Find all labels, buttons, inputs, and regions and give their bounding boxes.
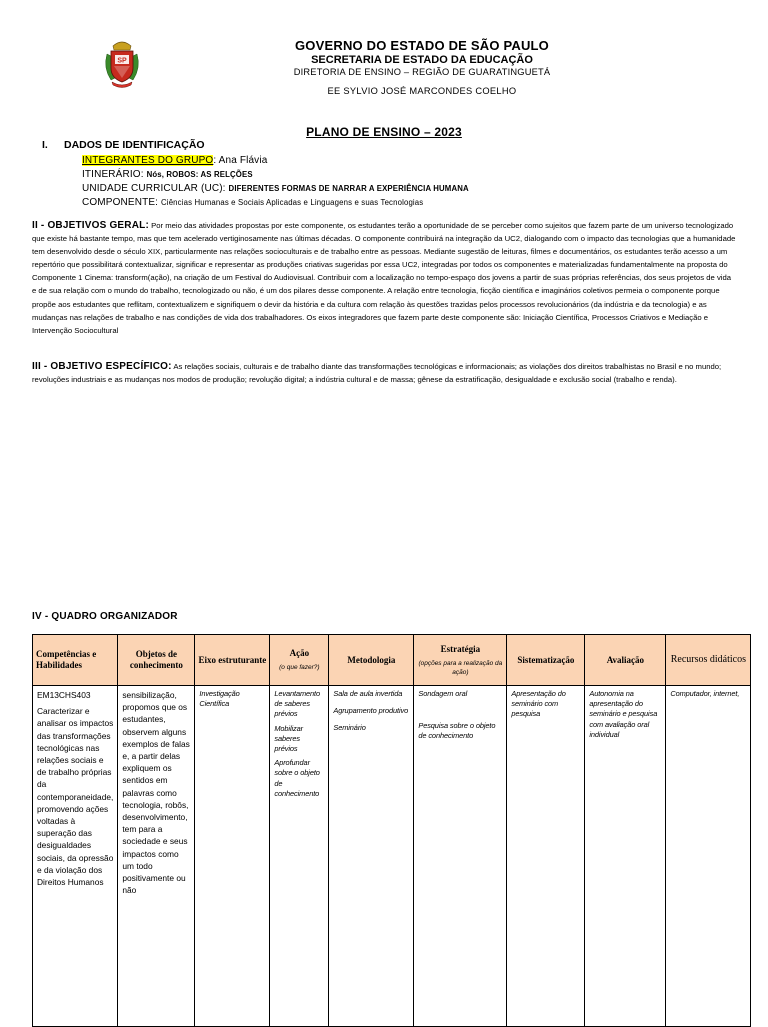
- component-label: COMPONENTE:: [82, 197, 162, 208]
- objectives-specific-text: As relações sociais, culturais e de trabalho diante das transformações tecnológicas e informacionais; as violações dos direitos trabalhistas no Brasil e no mundo; revoluções industriais e as mudanças nos modos de produção; revolução digital; a indústria cultural e de massa; gênese da estratificação, desigualdade e exclusão social (trabalho e renda).: [32, 362, 722, 385]
- table-row: [33, 686, 751, 1027]
- column-header-competencias: Competências e Habilidades: [33, 635, 118, 686]
- group-row: [82, 155, 267, 166]
- cell-metodologia: [329, 686, 414, 1027]
- organizer-heading: IV - QUADRO ORGANIZADOR: [32, 611, 178, 622]
- metodologia-item: Agrupamento produtivo: [333, 706, 409, 716]
- header-directorate: DIRETORIA DE ENSINO – REGIÃO DE GUARATINGUETÁ: [293, 67, 551, 77]
- eixo-text: Investigação Científica: [199, 689, 240, 709]
- acao-item: Aprofundar sobre o objeto de conhecimento: [274, 758, 320, 798]
- cell-objetos: [118, 686, 195, 1027]
- header-school: EE SYLVIO JOSÉ MARCONDES COELHO: [327, 86, 517, 96]
- cell-estrategia: [414, 686, 507, 1027]
- header-government: GOVERNO DO ESTADO DE SÃO PAULO: [295, 38, 549, 53]
- avaliacao-text: Autonomia na apresentação do seminário e pesquisa com avaliação oral individual: [589, 689, 658, 739]
- identification-number: I.: [42, 139, 48, 151]
- itinerary-row: [82, 169, 253, 180]
- unit-row: [82, 183, 469, 194]
- objectives-general: [32, 219, 736, 337]
- page-title: PLANO DE ENSINO – 2023: [306, 125, 462, 139]
- column-header-estrategia: [414, 635, 507, 686]
- unit-value: DIFERENTES FORMAS DE NARRAR A EXPERIÊNCIA HUMANA: [228, 184, 469, 193]
- column-header-estrategia-title: Estratégia: [440, 643, 481, 654]
- header-secretariat: SECRETARIA DE ESTADO DA EDUCAÇÃO: [311, 54, 533, 66]
- column-header-sistematizacao: Sistematização: [507, 635, 585, 686]
- cell-eixo: [195, 686, 270, 1027]
- cell-competencias: [33, 686, 118, 1027]
- identification-heading: [42, 139, 205, 151]
- objectives-general-lead: II - OBJETIVOS GERAL:: [32, 220, 149, 231]
- component-row: [82, 197, 423, 208]
- estrategia-item: Sondagem oral: [418, 689, 468, 698]
- cell-avaliacao: [585, 686, 666, 1027]
- column-header-objetos: Objetos de conhecimento: [118, 635, 195, 686]
- competencias-code: EM13CHS403: [37, 690, 91, 700]
- objetos-text: sensibilização, propomos que os estudantes, observem alguns exemplos de falas e, a partir delas expliquem os sentidos em palavras como tecnologia, robôs, desenvolvimento, tem para a sociedade e seus impactos como um todo positivamente ou não: [122, 690, 190, 896]
- objectives-specific-lead: III - OBJETIVO ESPECÍFICO:: [32, 361, 172, 372]
- group-value: : Ana Flávia: [213, 155, 268, 166]
- cell-recursos: [666, 686, 751, 1027]
- competencias-text: Caracterizar e analisar os impactos das transformações tecnológicas nas relações sociais e de trabalho próprias da contemporaneidade, promovendo ações voltadas à superação das desigualdades sociais, da opressão e da violação dos Direitos Humanos: [37, 706, 114, 888]
- crest-text: SP: [117, 57, 127, 65]
- component-value: Ciências Humanas e Sociais Aplicadas e Linguagens e suas Tecnologias: [161, 198, 424, 207]
- itinerary-value: Nós, ROBOS: AS RELÇÕES: [146, 170, 253, 179]
- column-header-avaliacao: Avaliação: [585, 635, 666, 686]
- sistematizacao-text: Apresentação do seminário com pesquisa: [511, 689, 566, 719]
- identification-heading-text: DADOS DE IDENTIFICAÇÃO: [64, 139, 205, 151]
- estrategia-item: Pesquisa sobre o objeto de conhecimento: [418, 721, 496, 741]
- recursos-text: Computador, internet,: [670, 689, 740, 698]
- column-header-eixo: Eixo estruturante: [195, 635, 270, 686]
- metodologia-item: Seminário: [333, 723, 366, 733]
- itinerary-label: ITINERÁRIO:: [82, 169, 147, 180]
- column-header-acao-subtitle: (o que fazer?): [279, 664, 320, 671]
- column-header-estrategia-subtitle: (opções para a realização da ação): [418, 659, 503, 676]
- acao-item: Mobilizar saberes prévios: [274, 723, 304, 754]
- column-header-acao-title: Ação: [289, 648, 310, 658]
- column-header-metodologia: Metodologia: [329, 635, 414, 686]
- cell-sistematizacao: [507, 686, 585, 1027]
- table-header-row: [33, 635, 751, 686]
- unit-label: UNIDADE CURRICULAR (UC):: [82, 183, 229, 194]
- objectives-specific: [32, 360, 736, 386]
- column-header-acao: [270, 635, 329, 686]
- metodologia-item: Sala de aula invertida: [333, 689, 403, 698]
- acao-item: Levantamento de saberes prévios: [274, 689, 321, 719]
- cell-acao: [270, 686, 329, 1027]
- group-label: INTEGRANTES DO GRUPO: [82, 155, 214, 166]
- column-header-recursos-text: Recursos didáticos: [670, 654, 746, 665]
- sao-paulo-coat-of-arms-icon: [103, 38, 141, 90]
- column-header-recursos: [666, 635, 751, 686]
- objectives-general-text: Por meio das atividades propostas por este componente, os estudantes terão a oportunidade de se perceber como sujeitos que fazem parte de um universo tecnologizado que existe há bastante tempo, mas que tem acelerado vertiginosamente nas últimas décadas. O componente contribuirá na integração da UC2, dialogando com o impacto das tecnologias que a humanidade tem desenvolvido desde o século XIX, particularmente nas relações socioculturais e de trabalho entre as pessoas. Mediante sugestão de leituras, filmes e documentários, os estudantes terão acesso a um repertório que possibilitará contextualizar, significar e representar as produções criativas sugeridas por essa UC2, integradas por todos os componentes e materializadas fundamentalmente na proposta do Componente 1 Cinema: transform(ação), na criação de um Festival do Audiovisual. Contribuir com a localização no tempo-espaço dos jovens a partir de suas próprias referências, dos seus projetos de vida e de sua relação com o mundo do trabalho, tecnologizado ou não, é um dos pilares desse componente. A relação entre tecnologia, ficção científica e imaginários coletivos permeia o componente porque propõe aos estudantes que reflitam, contextualizem e signifiquem o devir da história e da cultura com relação às questões trazidas pelos processos revolucionários (da indústria e da tecnologia) e as mudanças nas relações de trabalho e nas condições de vida dos trabalhadores. Os eixos integradores que fazem parte deste componente são: Iniciação Científica, Processos Criativos e Mediação e Intervenção Sociocultural: [32, 221, 736, 335]
- organizer-table: [32, 634, 751, 1027]
